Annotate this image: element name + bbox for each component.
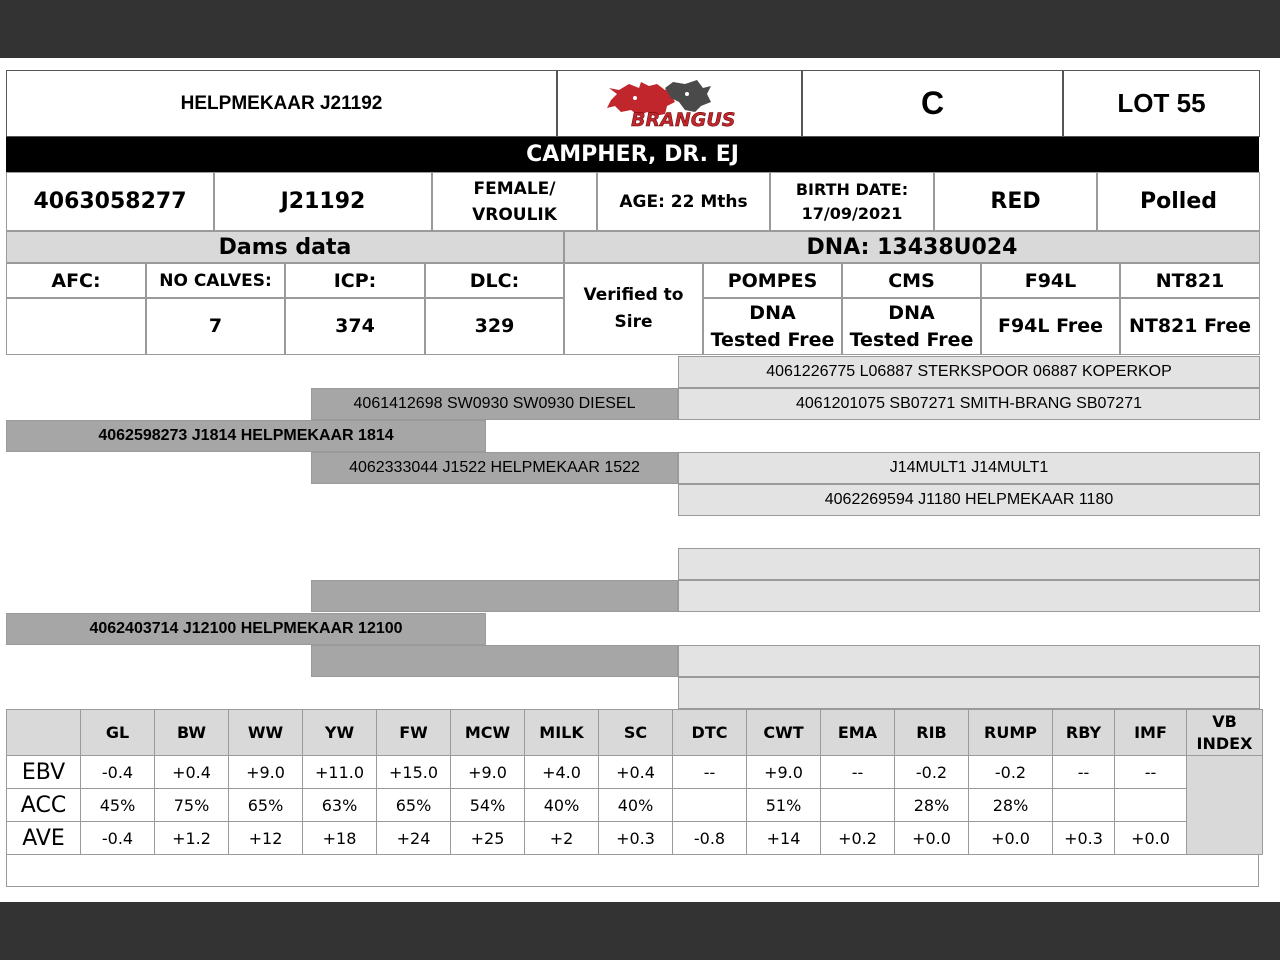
birth-date-cell bbox=[770, 172, 934, 231]
ebv-cell: +11.0 bbox=[303, 756, 377, 789]
f94l-result: F94L Free bbox=[981, 298, 1120, 355]
bottom-letterbox-bar bbox=[0, 902, 1280, 960]
animal-id: J21192 bbox=[214, 172, 432, 231]
ebv-corner-cell bbox=[7, 710, 81, 756]
acc-cell bbox=[673, 789, 747, 822]
ave-cell: -0.8 bbox=[673, 822, 747, 855]
ebv-cell: +4.0 bbox=[525, 756, 599, 789]
lot-number: LOT 55 bbox=[1063, 70, 1260, 137]
nt821-label: NT821 bbox=[1120, 263, 1260, 298]
pedigree-sire: 4062598273 J1814 HELPMEKAAR 1814 bbox=[6, 420, 486, 452]
ebv-cell: -- bbox=[1115, 756, 1187, 789]
ebv-col-rib: RIB bbox=[895, 710, 969, 756]
pompes-result-line-1: DNA bbox=[749, 301, 796, 324]
dna-title: DNA: 13438U024 bbox=[564, 231, 1260, 263]
nt821-result: NT821 Free bbox=[1120, 298, 1260, 355]
acc-cell: 28% bbox=[969, 789, 1053, 822]
acc-row-label: ACC bbox=[7, 789, 81, 822]
afc-value bbox=[6, 298, 146, 355]
ave-cell: -0.4 bbox=[81, 822, 155, 855]
f94l-label: F94L bbox=[981, 263, 1120, 298]
cattle-head-icon bbox=[595, 76, 765, 132]
registration-number: 4063058277 bbox=[6, 172, 214, 231]
vb-index-line-2: INDEX bbox=[1196, 733, 1253, 753]
acc-cell: 40% bbox=[599, 789, 673, 822]
ave-cell: +0.0 bbox=[969, 822, 1053, 855]
ebv-col-sc: SC bbox=[599, 710, 673, 756]
ave-row bbox=[7, 822, 1263, 855]
ebv-cell: +9.0 bbox=[451, 756, 525, 789]
vb-index-line-1: VB bbox=[1212, 711, 1237, 731]
pedigree-sire-dam: 4062333044 J1522 HELPMEKAAR 1522 bbox=[311, 452, 678, 484]
ebv-cell: +0.4 bbox=[155, 756, 229, 789]
sex-line-2: VROULIK bbox=[472, 204, 557, 225]
birth-date: 17/09/2021 bbox=[801, 203, 903, 223]
pompes-result bbox=[703, 298, 842, 355]
pedigree-dam-dam-sire bbox=[678, 645, 1260, 677]
ebv-col-fw: FW bbox=[377, 710, 451, 756]
ave-cell: +14 bbox=[747, 822, 821, 855]
ave-cell: +2 bbox=[525, 822, 599, 855]
ave-cell: +0.0 bbox=[1115, 822, 1187, 855]
verified-line-2: Sire bbox=[614, 312, 653, 332]
ebv-cell: -- bbox=[1053, 756, 1115, 789]
ebv-col-ww: WW bbox=[229, 710, 303, 756]
sex-line-1: FEMALE/ bbox=[473, 178, 556, 199]
ebv-cell: -0.2 bbox=[895, 756, 969, 789]
acc-cell: 51% bbox=[747, 789, 821, 822]
no-calves-label: NO CALVES: bbox=[146, 263, 285, 298]
ebv-cell: -0.4 bbox=[81, 756, 155, 789]
ebv-cell: +9.0 bbox=[747, 756, 821, 789]
cms-result bbox=[842, 298, 981, 355]
pedigree-sire-sire-dam: 4061201075 SB07271 SMITH-BRANG SB07271 bbox=[678, 388, 1260, 420]
acc-row bbox=[7, 789, 1263, 822]
top-letterbox-bar bbox=[0, 0, 1280, 58]
icp-label: ICP: bbox=[285, 263, 425, 298]
class-letter: C bbox=[802, 70, 1063, 137]
ebv-col-ema: EMA bbox=[821, 710, 895, 756]
acc-cell: 63% bbox=[303, 789, 377, 822]
breeder-name: CAMPHER, DR. EJ bbox=[6, 137, 1259, 172]
ave-cell: +18 bbox=[303, 822, 377, 855]
ebv-cell: +15.0 bbox=[377, 756, 451, 789]
pedigree-dam-sire bbox=[311, 580, 678, 612]
ave-row-label: AVE bbox=[7, 822, 81, 855]
acc-cell bbox=[1053, 789, 1115, 822]
acc-cell: 40% bbox=[525, 789, 599, 822]
ebv-col-mcw: MCW bbox=[451, 710, 525, 756]
ebv-col-bw: BW bbox=[155, 710, 229, 756]
age: AGE: 22 Mths bbox=[597, 172, 770, 231]
vb-index-value bbox=[1187, 756, 1263, 855]
pedigree-dam-dam bbox=[311, 645, 678, 677]
ebv-cell: +0.4 bbox=[599, 756, 673, 789]
acc-cell bbox=[821, 789, 895, 822]
ebv-header-row bbox=[7, 710, 1263, 756]
dams-data-title: Dams data bbox=[6, 231, 564, 263]
dlc-label: DLC: bbox=[425, 263, 564, 298]
horn-status: Polled bbox=[1097, 172, 1260, 231]
ave-cell: +0.2 bbox=[821, 822, 895, 855]
pedigree-dam-sire-dam bbox=[678, 580, 1260, 612]
acc-cell: 75% bbox=[155, 789, 229, 822]
pedigree-sire-dam-sire: J14MULT1 J14MULT1 bbox=[678, 452, 1260, 484]
acc-cell bbox=[1115, 789, 1187, 822]
brand-logo-text: BRANGUS bbox=[630, 108, 735, 131]
ebv-row bbox=[7, 756, 1263, 789]
ave-cell: +0.0 bbox=[895, 822, 969, 855]
afc-label: AFC: bbox=[6, 263, 146, 298]
pedigree-sire-sire: 4061412698 SW0930 SW0930 DIESEL bbox=[311, 388, 678, 420]
icp-value: 374 bbox=[285, 298, 425, 355]
birth-date-label: BIRTH DATE: bbox=[795, 179, 909, 199]
ebv-table bbox=[6, 709, 1263, 855]
ave-cell: +0.3 bbox=[1053, 822, 1115, 855]
ave-cell: +12 bbox=[229, 822, 303, 855]
pompes-label: POMPES bbox=[703, 263, 842, 298]
ebv-col-imf: IMF bbox=[1115, 710, 1187, 756]
ebv-cell: -0.2 bbox=[969, 756, 1053, 789]
pedigree-sire-sire-sire: 4061226775 L06887 STERKSPOOR 06887 KOPERKOP bbox=[678, 356, 1260, 388]
cms-result-line-1: DNA bbox=[888, 301, 935, 324]
ebv-cell: -- bbox=[673, 756, 747, 789]
acc-cell: 54% bbox=[451, 789, 525, 822]
acc-cell: 45% bbox=[81, 789, 155, 822]
sex-cell bbox=[432, 172, 597, 231]
pedigree-sire-dam-dam: 4062269594 J1180 HELPMEKAAR 1180 bbox=[678, 484, 1260, 516]
brangus-logo bbox=[557, 70, 802, 137]
ebv-col-rby: RBY bbox=[1053, 710, 1115, 756]
pedigree-dam: 4062403714 J12100 HELPMEKAAR 12100 bbox=[6, 613, 486, 645]
ebv-col-yw: YW bbox=[303, 710, 377, 756]
ave-cell: +0.3 bbox=[599, 822, 673, 855]
pompes-result-line-2: Tested Free bbox=[710, 328, 835, 351]
pedigree-dam-sire-sire bbox=[678, 548, 1260, 580]
ebv-cell: -- bbox=[821, 756, 895, 789]
ebv-row-label: EBV bbox=[7, 756, 81, 789]
verified-to-sire bbox=[564, 263, 703, 355]
animal-name: HELPMEKAAR J21192 bbox=[6, 70, 557, 137]
ebv-col-cwt: CWT bbox=[747, 710, 821, 756]
acc-cell: 65% bbox=[229, 789, 303, 822]
ave-cell: +25 bbox=[451, 822, 525, 855]
acc-cell: 28% bbox=[895, 789, 969, 822]
cms-label: CMS bbox=[842, 263, 981, 298]
ebv-col-gl: GL bbox=[81, 710, 155, 756]
acc-cell: 65% bbox=[377, 789, 451, 822]
verified-line-1: Verified to bbox=[583, 285, 684, 305]
dlc-value: 329 bbox=[425, 298, 564, 355]
cms-result-line-2: Tested Free bbox=[849, 328, 974, 351]
ebv-col-milk: MILK bbox=[525, 710, 599, 756]
ebv-cell: +9.0 bbox=[229, 756, 303, 789]
ebv-col-rump: RUMP bbox=[969, 710, 1053, 756]
pedigree-dam-dam-dam bbox=[678, 677, 1260, 709]
colour: RED bbox=[934, 172, 1097, 231]
ave-cell: +24 bbox=[377, 822, 451, 855]
notes-row bbox=[6, 854, 1259, 887]
ave-cell: +1.2 bbox=[155, 822, 229, 855]
no-calves-value: 7 bbox=[146, 298, 285, 355]
ebv-col-vb-index bbox=[1187, 710, 1263, 756]
ebv-col-dtc: DTC bbox=[673, 710, 747, 756]
